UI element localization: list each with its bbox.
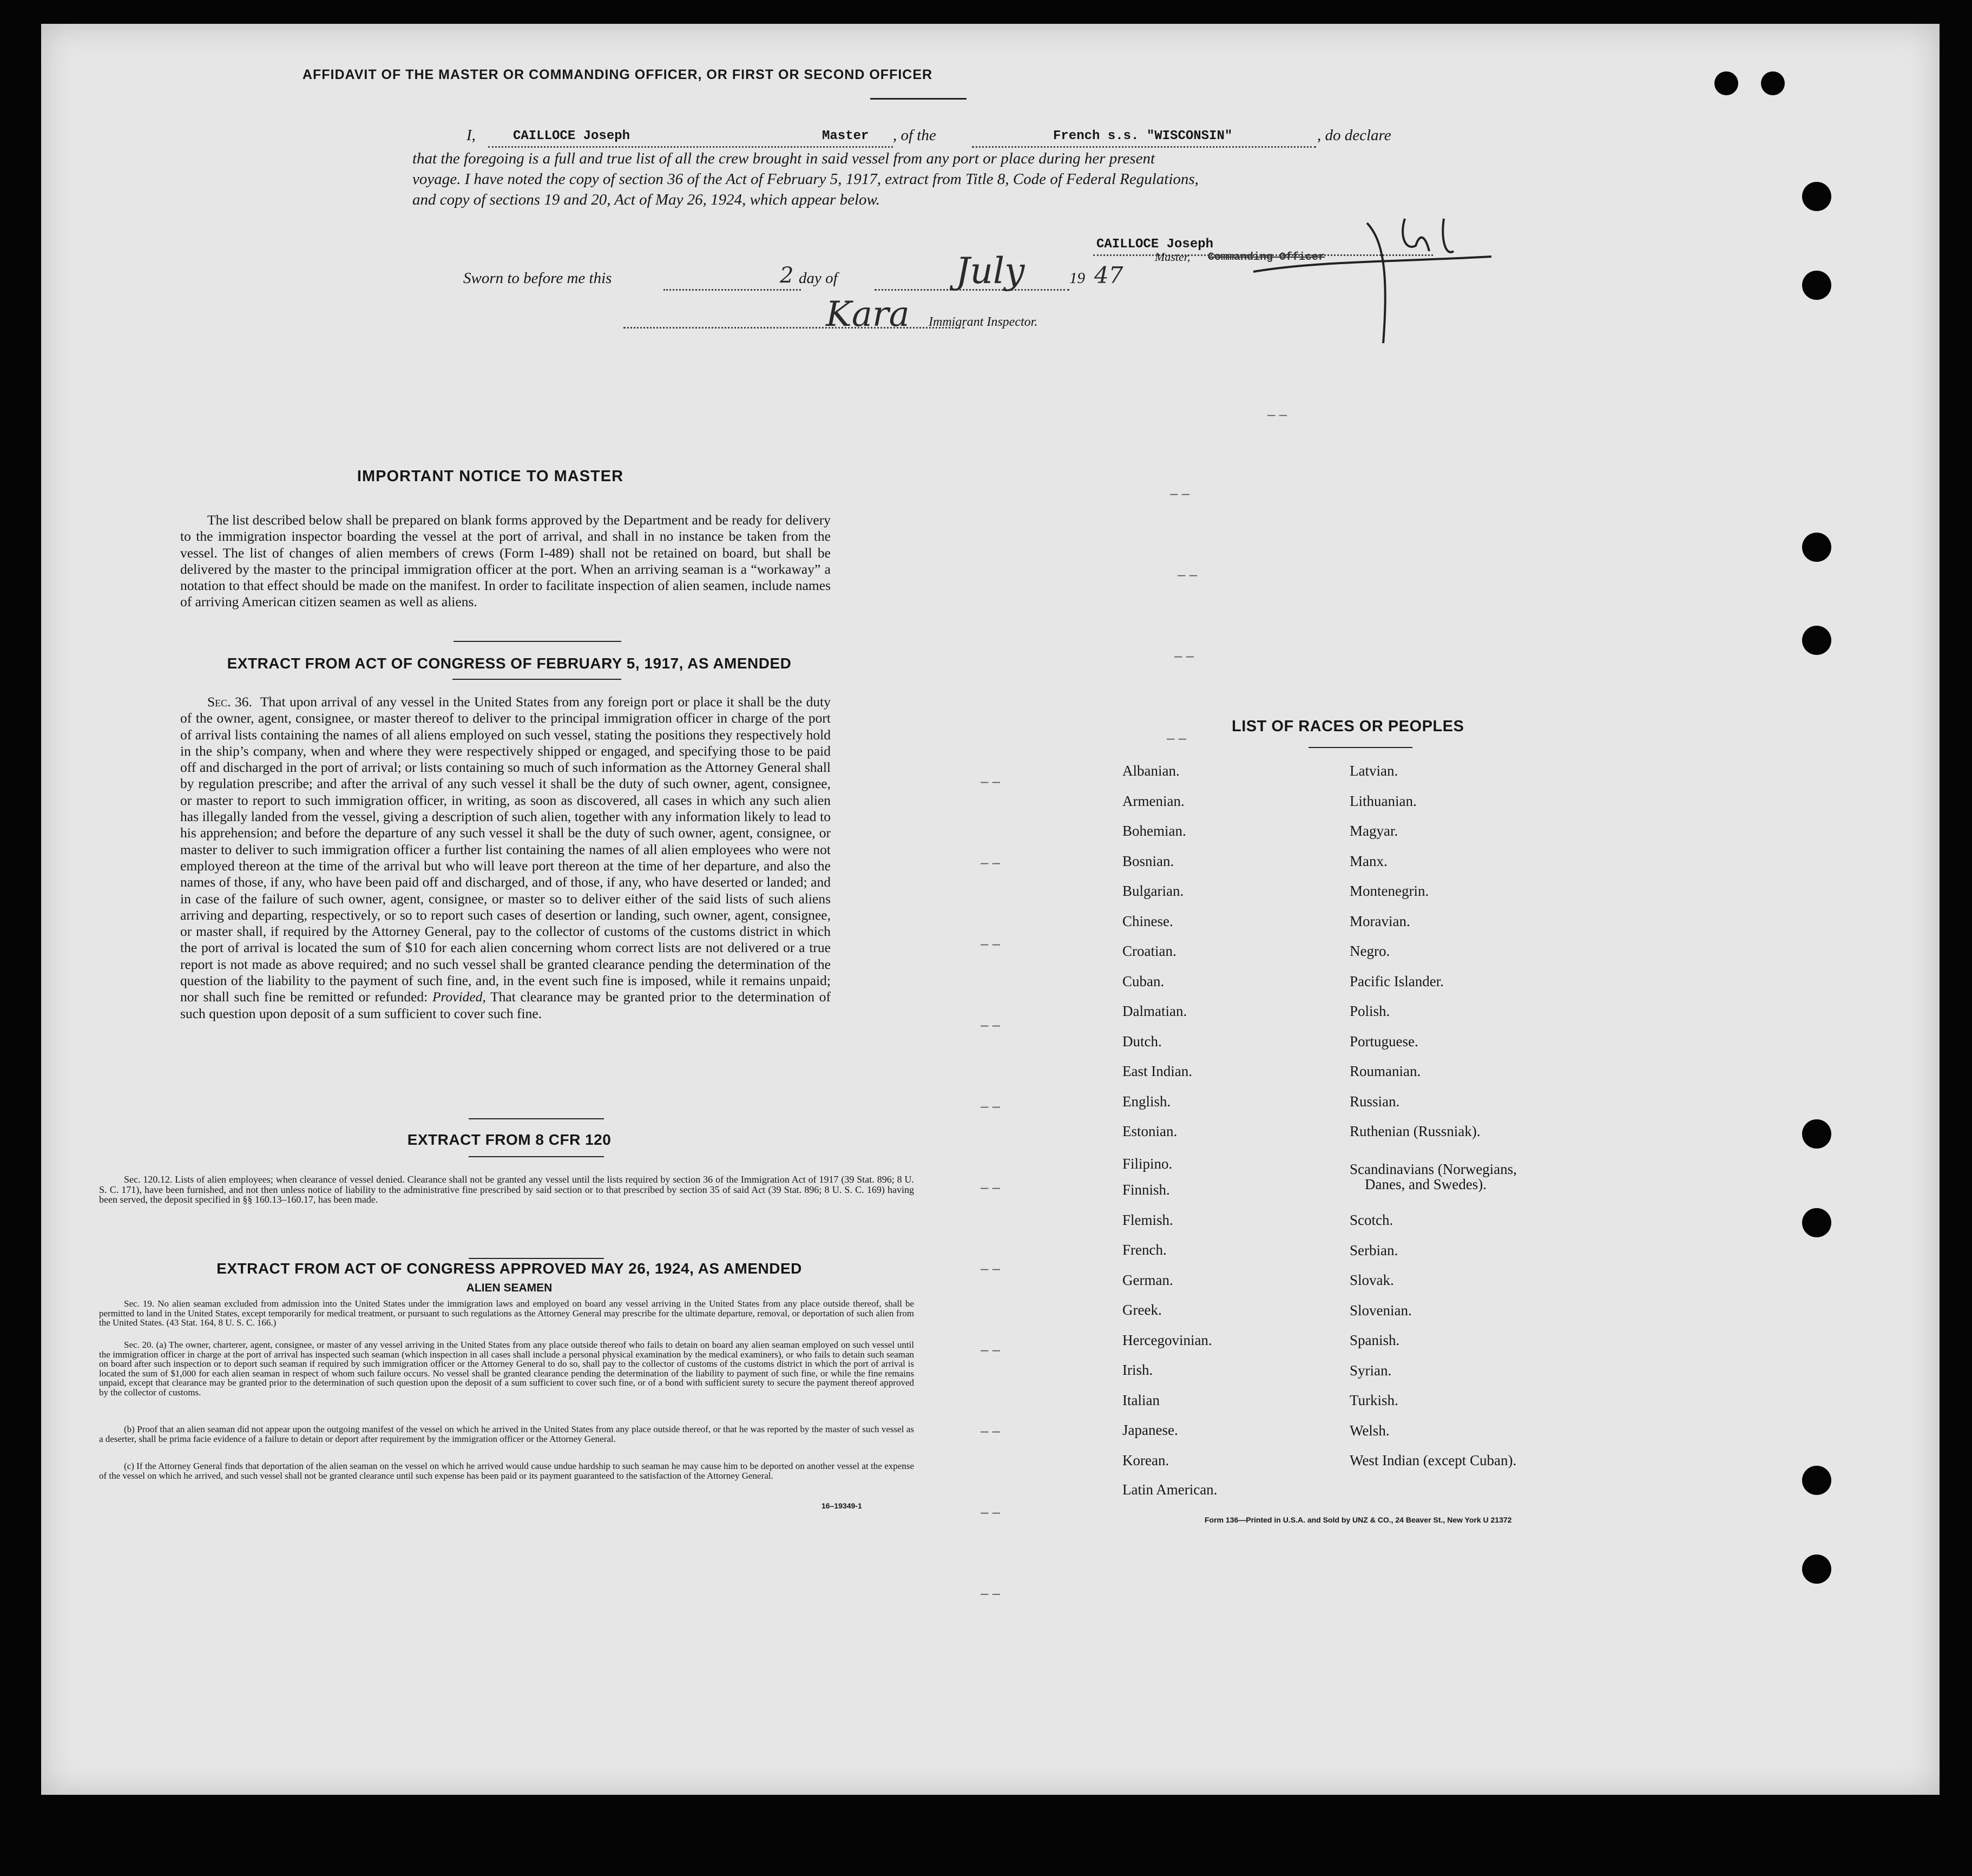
races-underline xyxy=(1309,747,1412,748)
sec-36-end: That clearance may be granted prior to the determination of such question upon deposit of a sum sufficient to cover such fine. xyxy=(180,989,831,1021)
sworn-month: July xyxy=(956,250,1025,292)
divider xyxy=(453,641,621,642)
divider xyxy=(469,1156,604,1157)
alien-seamen-subtitle: ALIEN SEAMEN xyxy=(466,1282,553,1294)
punch-hole xyxy=(1802,271,1831,300)
punch-hole xyxy=(1802,626,1831,655)
race-item: Syrian. xyxy=(1350,1362,1392,1379)
sworn-day-of: day of xyxy=(799,270,838,287)
race-item: Serbian. xyxy=(1350,1242,1398,1258)
punch-hole xyxy=(1802,1208,1831,1237)
race-item: Turkish. xyxy=(1350,1392,1398,1408)
race-item: French. xyxy=(1122,1242,1167,1258)
document-page xyxy=(41,24,1940,1795)
race-item: Negro. xyxy=(1350,943,1390,959)
sec-36-label: Sec. 36. xyxy=(207,694,252,710)
sec-20b-text: (b) Proof that an alien seaman did not appear upon the outgoing manifest of the vessel on which he arrived in the United States from any place outside thereof, or that he was reported by the master of such vessel as a deserter, shall be prima facie evidence of a failure to detain or deport after requirement by the immigration officer or the Attorney General. xyxy=(99,1424,914,1444)
race-item: Bosnian. xyxy=(1122,852,1174,869)
stray-mark: – – xyxy=(981,1585,1001,1601)
race-item: Irish. xyxy=(1122,1362,1153,1378)
race-item: Pacific Islander. xyxy=(1350,973,1444,989)
master-position: Master xyxy=(822,129,869,143)
punch-hole xyxy=(1802,1466,1831,1495)
race-item: Flemish. xyxy=(1122,1211,1173,1228)
sworn-day: 2 xyxy=(780,263,794,288)
divider xyxy=(469,1258,604,1259)
race-item: Moravian. xyxy=(1350,913,1410,929)
sworn-year-prefix: 19 xyxy=(1069,270,1085,287)
punch-hole xyxy=(1761,71,1785,95)
race-item: Magyar. xyxy=(1350,823,1398,839)
race-item: German. xyxy=(1122,1271,1173,1288)
race-item: Croatian. xyxy=(1122,943,1176,959)
affidavit-i: I, xyxy=(466,127,476,144)
stray-mark: – – xyxy=(1178,566,1198,582)
inspector-dotted-line xyxy=(623,327,964,329)
races-title: LIST OF RACES OR PEOPLES xyxy=(1232,718,1464,735)
race-item: Filipino. xyxy=(1122,1156,1173,1172)
race-item: West Indian (except Cuban). xyxy=(1350,1452,1517,1468)
punch-hole xyxy=(1802,182,1831,211)
race-item: Danes, and Swedes). xyxy=(1365,1176,1487,1192)
vessel-dotted-line xyxy=(972,146,1316,148)
race-item: Dutch. xyxy=(1122,1033,1162,1049)
sworn-text: Sworn to before me this xyxy=(463,270,612,287)
name-dotted-line xyxy=(488,146,893,148)
inspector-caption: Immigrant Inspector. xyxy=(929,315,1038,329)
affidavit-title: AFFIDAVIT OF THE MASTER OR COMMANDING OFFICER, OR FIRST OR SECOND OFFICER xyxy=(302,67,933,82)
affidavit-line-3: voyage. I have noted the copy of section 36 of the Act of February 5, 1917, extract from Title 8, Code of Federal Regulations, xyxy=(412,170,1199,188)
race-item: Hercegovinian. xyxy=(1122,1331,1212,1348)
extract-cfr-title: EXTRACT FROM 8 CFR 120 xyxy=(407,1131,612,1148)
punch-hole xyxy=(1802,1119,1831,1149)
race-item: Chinese. xyxy=(1122,913,1173,929)
affidavit-line-4: and copy of sections 19 and 20, Act of May 26, 1924, which appear below. xyxy=(412,191,880,208)
stray-mark: – – xyxy=(981,1098,1001,1114)
extract-cfr-body: Sec. 120.12. Lists of alien employees; when clearance of vessel denied. Clearance shall not be granted any vessel until the lists required by section 36 of the Immigration Act of 1917 (39 Stat. 896; 8 U. S. C. 171), have been furnished, and not then unless notice of liability to the administrative fine prescribed by said section or to that prescribed by section 35 of said Act (39 Stat. 896; 8 U. S. C. 169) having been served, the deposit specified in §§ 160.13–160.17, has been made. xyxy=(99,1174,914,1205)
affidavit-line-2: that the foregoing is a full and true list of all the crew brought in said vessel from any port or place during her present xyxy=(412,150,1155,167)
race-item: Bulgarian. xyxy=(1122,883,1184,899)
title-underline xyxy=(870,98,967,100)
race-item: Polish. xyxy=(1350,1003,1390,1019)
form-footer: Form 136—Printed in U.S.A. and Sold by UNZ & CO., 24 Beaver St., New York U 21372 xyxy=(1205,1516,1512,1524)
stray-mark: – – xyxy=(1174,647,1194,664)
race-item: Finnish. xyxy=(1122,1182,1170,1198)
sec-20a-text: Sec. 20. (a) The owner, charterer, agent, consignee, or master of any vessel arriving in the United States from any place outside thereof who fails to detain on board any alien seaman employed on such vessel until the immigration officer in charge at the port of arrival has inspected such seaman (which inspection in all cases shall include a personal physical examination by the medical examiners), or who fails to detain such seaman on board after such inspection or to deport such seaman if required by such immigration officer or the Attorney General to do so, shall pay to the collector of customs of the customs district in which the port of arrival is located the sum of $1,000 for each alien seaman in respect of whom such failure occurs. No vessel shall be granted clearance pending the determination of the liability to payment of such fine, or while the fine remains unpaid, except that clearance may be granted prior to the determination of such question upon the deposit of a sum sufficient to cover such fine, or of a bond with sufficient surety to secure the payment thereof approved by the collector of customs. xyxy=(99,1340,914,1398)
extract-1917-title: EXTRACT FROM ACT OF CONGRESS OF FEBRUARY 5, 1917, AS AMENDED xyxy=(227,655,792,672)
race-item: Ruthenian (Russniak). xyxy=(1350,1123,1481,1139)
sec-36-text: That upon arrival of any vessel in the United States from any foreign port or place it shall be the duty of the owner, agent, consignee, or master thereof to deliver to the principal immigration officer in charge of the port of arrival lists containing the names of all aliens employed on such vessel, stating the positions they respectively hold in the ship’s company, when and where they were respectively shipped or engaged, and specifying those to be paid off and discharged in the port of arrival; or lists containing so much of such information as the Attorney General shall by regulation prescribe; and after the arrival of any such vessel it shall be the duty of such owner, agent, consignee, or master to report to such immigration officer, in writing, as soon as discovered, all cases in which any such alien has illegally landed from the vessel, giving a description of such alien, together with any information likely to lead to his apprehension; and before the departure of any such vessel it shall be the duty of such owner, agent, consignee, or master to deliver to such immigration officer a further list containing the names of all alien employees who were not employed thereon at the time of the arrival but who will leave port thereon at the time of her departure, and also the names of those, if any, who have been paid off and discharged, and of those, if any, who have deserted or landed; and in case of the failure of such owner, agent, consignee, or master so to deliver either of the said lists of such aliens arriving and departing, respectively, or so to report such cases of desertion or landing, such owner, agent, consignee, or master shall, if required by the Attorney General, pay to the collector of customs of the customs district in which the port of arrival is located the sum of $10 for each alien concerning whom correct lists are not delivered or a true report is not made as above required; and no such vessel shall be granted clearance pending the determination of the question of the liability to the payment of such fine, and, in the event such fine is imposed, while it remains unpaid; nor shall such fine be remitted or refunded: xyxy=(180,694,831,1005)
stray-mark: – – xyxy=(1267,406,1287,422)
vessel-name: French s.s. "WISCONSIN" xyxy=(1053,129,1233,143)
divider xyxy=(469,1118,604,1119)
race-item: Portuguese. xyxy=(1350,1033,1418,1049)
stray-mark: – – xyxy=(981,1260,1001,1276)
punch-hole xyxy=(1802,1554,1831,1584)
stray-mark: – – xyxy=(981,1341,1001,1357)
race-item: Italian xyxy=(1122,1392,1160,1408)
race-item: Welsh. xyxy=(1350,1422,1390,1439)
stray-mark: – – xyxy=(981,1016,1001,1033)
stray-mark: – – xyxy=(981,1504,1001,1520)
master-name: CAILLOCE Joseph xyxy=(513,129,630,143)
race-item: Cuban. xyxy=(1122,973,1165,989)
race-item: Bohemian. xyxy=(1122,823,1186,839)
race-item: Russian. xyxy=(1350,1093,1400,1110)
sec-20c-text: (c) If the Attorney General finds that deportation of the alien seaman on the vessel on which he arrived would cause undue hardship to such seaman he may cause him to be deported on another vessel at the expense of the vessel on which he arrived, and such vessel shall not be granted clearance until such expense has been paid or its payment guaranteed to the satisfaction of the Attorney General. xyxy=(99,1461,914,1481)
race-item: Latin American. xyxy=(1122,1481,1218,1498)
provided-word: Provided, xyxy=(432,989,486,1005)
race-item: Armenian. xyxy=(1122,792,1185,809)
signature-caption: Master, xyxy=(1155,250,1191,264)
sec-19-text: Sec. 19. No alien seaman excluded from admission into the United States under the immigration laws and employed on board any vessel arriving in the United States from any place outside thereof, shall be permitted to land in the United States, except temporarily for medical treatment, or pursuant to such regulations as the Attorney General may prescribe for the ultimate departure, removal, or deportation of such alien from the United States. (43 Stat. 164, 8 U. S. C. 166.) xyxy=(99,1298,914,1328)
sworn-day-line xyxy=(663,289,801,291)
stray-mark: – – xyxy=(981,935,1001,952)
extract-1924-title: EXTRACT FROM ACT OF CONGRESS APPROVED MAY 26, 1924, AS AMENDED xyxy=(216,1260,802,1277)
race-item: Japanese. xyxy=(1122,1422,1178,1438)
race-item: Slovak. xyxy=(1350,1272,1394,1288)
of-the-text: , of the xyxy=(893,127,936,144)
punch-hole xyxy=(1714,71,1738,95)
race-item: Latvian. xyxy=(1350,763,1398,779)
race-item: Roumanian. xyxy=(1350,1063,1421,1079)
stray-mark: – – xyxy=(981,773,1001,789)
race-item: English. xyxy=(1122,1093,1171,1110)
race-item: Slovenian. xyxy=(1350,1302,1412,1319)
stray-mark: – – xyxy=(981,854,1001,870)
stray-mark: – – xyxy=(981,1179,1001,1195)
race-item: East Indian. xyxy=(1122,1063,1192,1079)
race-item: Estonian. xyxy=(1122,1123,1178,1139)
handwritten-master-signature xyxy=(1243,208,1513,359)
sworn-year-suffix: 47 xyxy=(1094,262,1123,288)
notice-body: The list described below shall be prepared on blank forms approved by the Department and be ready for delivery to the immigration inspector boarding the vessel at the port of arrival, and shall in no instance be taken from the vessel. The list of changes of alien members of crews (Form I-489) shall not be retained on board, but shall be delivered by the master to the principal immigration officer at the port. When an arriving seaman is a “workaway” a notation to that effect should be made on the manifest. In order to facilitate inspection of alien seamen, include names of arriving American citizen seamen as well as aliens. xyxy=(180,512,831,610)
do-declare-text: , do declare xyxy=(1317,127,1391,144)
divider xyxy=(452,679,621,680)
stray-mark: – – xyxy=(1167,730,1187,746)
race-item: Scotch. xyxy=(1350,1212,1393,1228)
master-signature-typed: CAILLOCE Joseph xyxy=(1096,237,1214,252)
race-item: Montenegrin. xyxy=(1350,883,1429,899)
race-item: Korean. xyxy=(1122,1452,1169,1468)
race-item: Lithuanian. xyxy=(1350,792,1417,809)
stray-mark: – – xyxy=(981,1422,1001,1439)
inspector-signature: Kara xyxy=(826,294,910,334)
notice-title: IMPORTANT NOTICE TO MASTER xyxy=(357,468,624,485)
extract-1917-body xyxy=(180,694,831,1022)
race-item: Spanish. xyxy=(1350,1332,1400,1348)
race-item: Greek. xyxy=(1122,1302,1162,1318)
struck-title: Commanding Officer xyxy=(1208,251,1325,264)
race-item: Manx. xyxy=(1350,852,1388,869)
race-item: Albanian. xyxy=(1122,763,1180,779)
print-code: 16–19349-1 xyxy=(821,1501,862,1510)
race-item: Dalmatian. xyxy=(1122,1003,1187,1019)
stray-mark: – – xyxy=(1170,485,1190,501)
punch-hole xyxy=(1802,533,1831,562)
race-item: Scandinavians (Norwegians, xyxy=(1350,1161,1517,1177)
